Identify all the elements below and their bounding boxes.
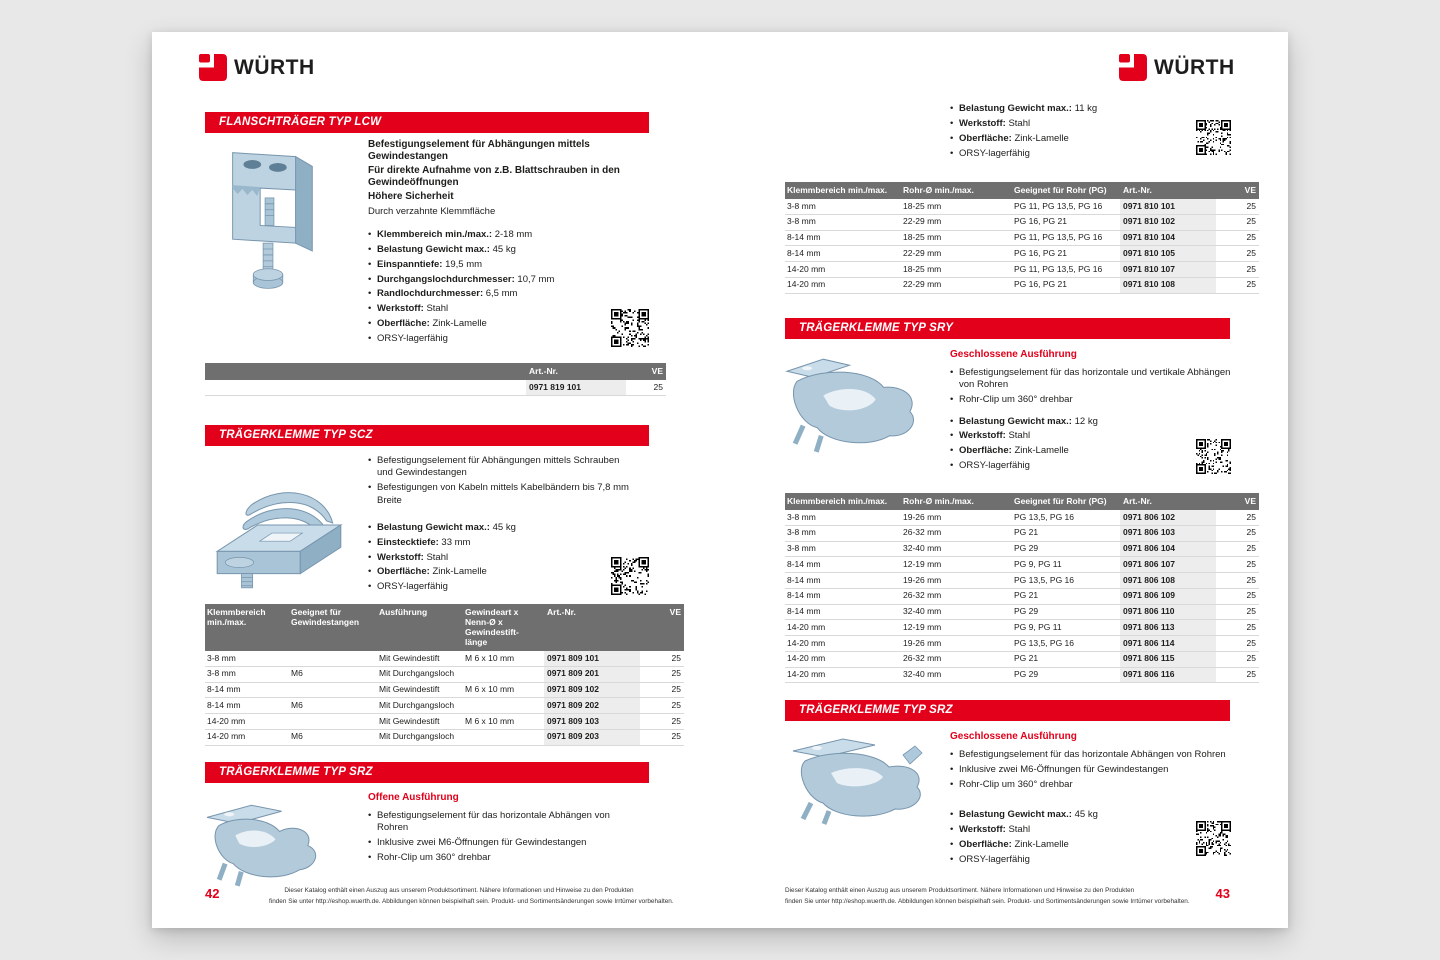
- qr-code: [1196, 439, 1231, 474]
- bullet-item: • Belastung Gewicht max.: 45 kg: [368, 522, 630, 534]
- column-header: Klemmbereich min./max.: [785, 182, 900, 199]
- sry-subtitle: Geschlossene Ausführung: [950, 349, 1077, 360]
- column-header: [205, 363, 526, 380]
- bullet-item: • Befestigungen von Kabeln mittels Kabelbändern bis 7,8 mm Breite: [368, 482, 630, 507]
- bullet-item: • Rohr-Clip um 360° drehbar: [368, 852, 636, 864]
- scz-text-block: [368, 455, 630, 596]
- srz-open-subtitle: Offene Ausführung: [368, 792, 459, 803]
- bullet-item: • Belastung Gewicht max.: 11 kg: [950, 103, 1212, 115]
- bullet-item: • Befestigungselement für das horizontale Abhängen von Rohren: [950, 749, 1235, 761]
- section-header-srz-open: TRÄGERKLEMME TYP SRZ: [205, 762, 649, 783]
- bullet-item: • Werkstoff: Stahl: [950, 824, 1235, 836]
- bullet-item: • Einspanntiefe: 19,5 mm: [368, 259, 630, 271]
- table-row: 14-20 mm 22-29 mm PG 16, PG 21 0971 810 108 25: [785, 277, 1259, 293]
- sry-spec-list: [950, 416, 1235, 473]
- product-image-srz-closed: [783, 724, 943, 826]
- column-header: Art.-Nr.: [526, 363, 626, 380]
- srz-closed-text-block: [950, 749, 1235, 868]
- table-row: 8-14 mm 32-40 mm PG 29 0971 806 110 25: [785, 604, 1259, 620]
- bullet-item: • Befestigungselement für das horizontale und vertikale Abhängen von Rohren: [950, 367, 1235, 392]
- bullet-item: • ORSY-lagerfähig: [368, 581, 630, 593]
- section-header-scz: TRÄGERKLEMME TYP SCZ: [205, 425, 649, 446]
- bullet-item: • Belastung Gewicht max.: 12 kg: [950, 416, 1235, 428]
- column-header: Art.-Nr.: [1120, 182, 1216, 199]
- section-header-lcw: FLANSCHTRÄGER TYP LCW: [205, 112, 649, 133]
- bullet-item: • Werkstoff: Stahl: [368, 303, 630, 315]
- lcw-desc-line: Höhere Sicherheit: [368, 191, 454, 202]
- table-row: 8-14 mm 26-32 mm PG 21 0971 806 109 25: [785, 588, 1259, 604]
- lcw-article-table: [205, 363, 666, 396]
- bullet-item: • Rohr-Clip um 360° drehbar: [950, 394, 1235, 406]
- lcw-desc-line: Für direkte Aufnahme von z.B. Blattschrauben in den Gewindeöffnungen: [368, 165, 620, 188]
- scz-feature-list: [368, 455, 630, 507]
- table-row: 14-20 mm M6 Mit Durchgangsloch 0971 809 203 25: [205, 729, 684, 745]
- column-header: Klemmbereich min./max.: [785, 493, 900, 510]
- srz-closed-spec-list: [950, 809, 1235, 866]
- qr-code: [611, 557, 649, 595]
- bullet-item: • Einstecktiefe: 33 mm: [368, 537, 630, 549]
- bullet-item: • Befestigungselement für das horizontale Abhängen von Rohren: [368, 810, 636, 835]
- bullet-item: • ORSY-lagerfähig: [368, 333, 630, 345]
- bullet-item: • Werkstoff: Stahl: [950, 118, 1212, 130]
- footer-note-right: Dieser Katalog enthält einen Auszug aus unserem Produktsortiment. Nähere Informationen und Hinweise zu den Produkten finden Sie unter http://eshop.wuerth.de. Abbildungen können beispielhaft sein. Produkt- und Sortimentsänderungen sowie Irrtümer vorbehalten.: [785, 887, 1190, 905]
- table-row: 14-20 mm 32-40 mm PG 29 0971 806 116 25: [785, 667, 1259, 683]
- bullet-item: • Belastung Gewicht max.: 45 kg: [368, 244, 630, 256]
- product-image-scz: [203, 452, 355, 602]
- bullet-item: • Oberfläche: Zink-Lamelle: [368, 318, 630, 330]
- page-43: [785, 32, 1256, 928]
- bullet-item: • Belastung Gewicht max.: 45 kg: [950, 809, 1235, 821]
- srz-closed-subtitle: Geschlossene Ausführung: [950, 731, 1077, 742]
- wuerth-wordmark: WÜRTH: [1154, 55, 1235, 79]
- column-header: Art.-Nr.: [544, 604, 640, 651]
- section-header-srz-closed: TRÄGERKLEMME TYP SRZ: [785, 700, 1230, 721]
- table-row: 3-8 mm Mit Gewindestift M 6 x 10 mm 0971 809 101 25: [205, 651, 684, 666]
- bullet-item: • Inklusive zwei M6-Öffnungen für Gewindestangen: [368, 837, 636, 849]
- column-header: Geeignet für Rohr (PG): [1011, 182, 1120, 199]
- scz-spec-list: [368, 522, 630, 594]
- column-header: Klemmbereich min./max.: [205, 604, 288, 651]
- wuerth-wordmark: WÜRTH: [234, 55, 315, 79]
- bullet-item: • Oberfläche: Zink-Lamelle: [950, 133, 1212, 145]
- bullet-item: • Befestigungselement für Abhängungen mittels Schrauben und Gewindestangen: [368, 455, 630, 480]
- lcw-description: [368, 139, 620, 217]
- wuerth-logo-icon: [1119, 54, 1147, 81]
- table-row: 8-14 mm 12-19 mm PG 9, PG 11 0971 806 107 25: [785, 557, 1259, 573]
- column-header: Art.-Nr.: [1120, 493, 1216, 510]
- table-row: 14-20 mm 26-32 mm PG 21 0971 806 115 25: [785, 651, 1259, 667]
- sry-text-block: [950, 367, 1235, 475]
- bullet-item: • Durchgangslochdurchmesser: 10,7 mm: [368, 274, 630, 286]
- table-row: 14-20 mm 12-19 mm PG 9, PG 11 0971 806 113 25: [785, 620, 1259, 636]
- product-image-lcw: [211, 138, 329, 306]
- table-row: 8-14 mm 18-25 mm PG 11, PG 13,5, PG 16 0971 810 104 25: [785, 230, 1259, 246]
- product-image-sry: [783, 344, 929, 462]
- table-row: 3-8 mm 18-25 mm PG 11, PG 13,5, PG 16 0971 810 101 25: [785, 199, 1259, 214]
- bullet-item: • Werkstoff: Stahl: [368, 552, 630, 564]
- column-header: Rohr-Ø min./max.: [900, 182, 1011, 199]
- table-row: 14-20 mm 18-25 mm PG 11, PG 13,5, PG 16 0971 810 107 25: [785, 262, 1259, 278]
- footer-note-left: Dieser Katalog enthält einen Auszug aus unserem Produktsortiment. Nähere Informationen und Hinweise zu den Produkten finden Sie unter http://eshop.wuerth.de. Abbildungen können beispielhaft sein. Produkt- und Sortimentsänderungen sowie Irrtümer vorbehalten.: [269, 887, 674, 905]
- table-row: 8-14 mm 19-26 mm PG 13,5, PG 16 0971 806 108 25: [785, 573, 1259, 589]
- srz-closed-feature-list: [950, 749, 1235, 791]
- column-header: VE: [1216, 182, 1259, 199]
- table-row: 14-20 mm Mit Gewindestift M 6 x 10 mm 0971 809 103 25: [205, 714, 684, 730]
- bullet-item: • ORSY-lagerfähig: [950, 148, 1212, 160]
- column-header: Gewindeart x Nenn-Ø x Gewindestift-länge: [462, 604, 544, 651]
- qr-code: [611, 309, 649, 347]
- qr-code: [1196, 821, 1231, 856]
- table-row: 3-8 mm 32-40 mm PG 29 0971 806 104 25: [785, 541, 1259, 557]
- bullet-item: • Randlochdurchmesser: 6,5 mm: [368, 288, 630, 300]
- column-header: VE: [626, 363, 666, 380]
- lcw-desc-line: Befestigungselement für Abhängungen mittels Gewindestangen: [368, 139, 590, 162]
- bullet-item: • ORSY-lagerfähig: [950, 854, 1235, 866]
- table-row: 8-14 mm 22-29 mm PG 16, PG 21 0971 810 105 25: [785, 246, 1259, 262]
- page-42: [205, 32, 681, 928]
- lcw-desc-line: Durch verzahnte Klemmfläche: [368, 205, 496, 217]
- column-header: Ausführung: [376, 604, 462, 651]
- column-header: Geeignet für Rohr (PG): [1011, 493, 1120, 510]
- page-number-left: 42: [205, 886, 220, 901]
- bullet-item: • Werkstoff: Stahl: [950, 430, 1235, 442]
- table-row: 3-8 mm 22-29 mm PG 16, PG 21 0971 810 102 25: [785, 214, 1259, 230]
- section-header-sry: TRÄGERKLEMME TYP SRY: [785, 318, 1230, 339]
- bullet-item: • Inklusive zwei M6-Öffnungen für Gewindestangen: [950, 764, 1235, 776]
- wuerth-logo: [199, 54, 315, 81]
- bullet-item: • Oberfläche: Zink-Lamelle: [950, 445, 1235, 457]
- column-header: VE: [1216, 493, 1259, 510]
- table-row: 0971 819 101 25: [205, 380, 666, 395]
- bullet-item: • Oberfläche: Zink-Lamelle: [950, 839, 1235, 851]
- bullet-item: • ORSY-lagerfähig: [950, 460, 1235, 472]
- bullet-item: • Klemmbereich min./max.: 2-18 mm: [368, 229, 630, 241]
- scz-article-table: [205, 604, 684, 746]
- qr-code: [1196, 120, 1231, 155]
- table-row: 8-14 mm Mit Gewindestift M 6 x 10 mm 0971 809 102 25: [205, 682, 684, 698]
- srz-open-cont-spec-list: [950, 103, 1212, 162]
- srz-open-article-table: [785, 182, 1259, 294]
- lcw-spec-list: [368, 229, 630, 348]
- wuerth-logo: [1119, 54, 1235, 81]
- table-row: 3-8 mm 19-26 mm PG 13,5, PG 16 0971 806 102 25: [785, 510, 1259, 525]
- wuerth-logo-icon: [199, 54, 227, 81]
- srz-open-feature-list: [368, 810, 636, 867]
- table-row: 8-14 mm M6 Mit Durchgangsloch 0971 809 202 25: [205, 698, 684, 714]
- column-header: VE: [640, 604, 684, 651]
- bullet-item: • Oberfläche: Zink-Lamelle: [368, 566, 630, 578]
- catalog-spread: [152, 32, 1288, 928]
- sry-article-table: [785, 493, 1259, 683]
- column-header: Geeignet für Gewindestangen: [288, 604, 376, 651]
- table-row: 3-8 mm 26-32 mm PG 21 0971 806 103 25: [785, 525, 1259, 541]
- table-row: 3-8 mm M6 Mit Durchgangsloch 0971 809 201 25: [205, 666, 684, 682]
- page-number-right: 43: [1215, 886, 1230, 901]
- sry-feature-list: [950, 367, 1235, 407]
- table-row: 14-20 mm 19-26 mm PG 13,5, PG 16 0971 806 114 25: [785, 636, 1259, 652]
- product-image-srz-open: [201, 786, 337, 894]
- bullet-item: • Rohr-Clip um 360° drehbar: [950, 779, 1235, 791]
- column-header: Rohr-Ø min./max.: [900, 493, 1011, 510]
